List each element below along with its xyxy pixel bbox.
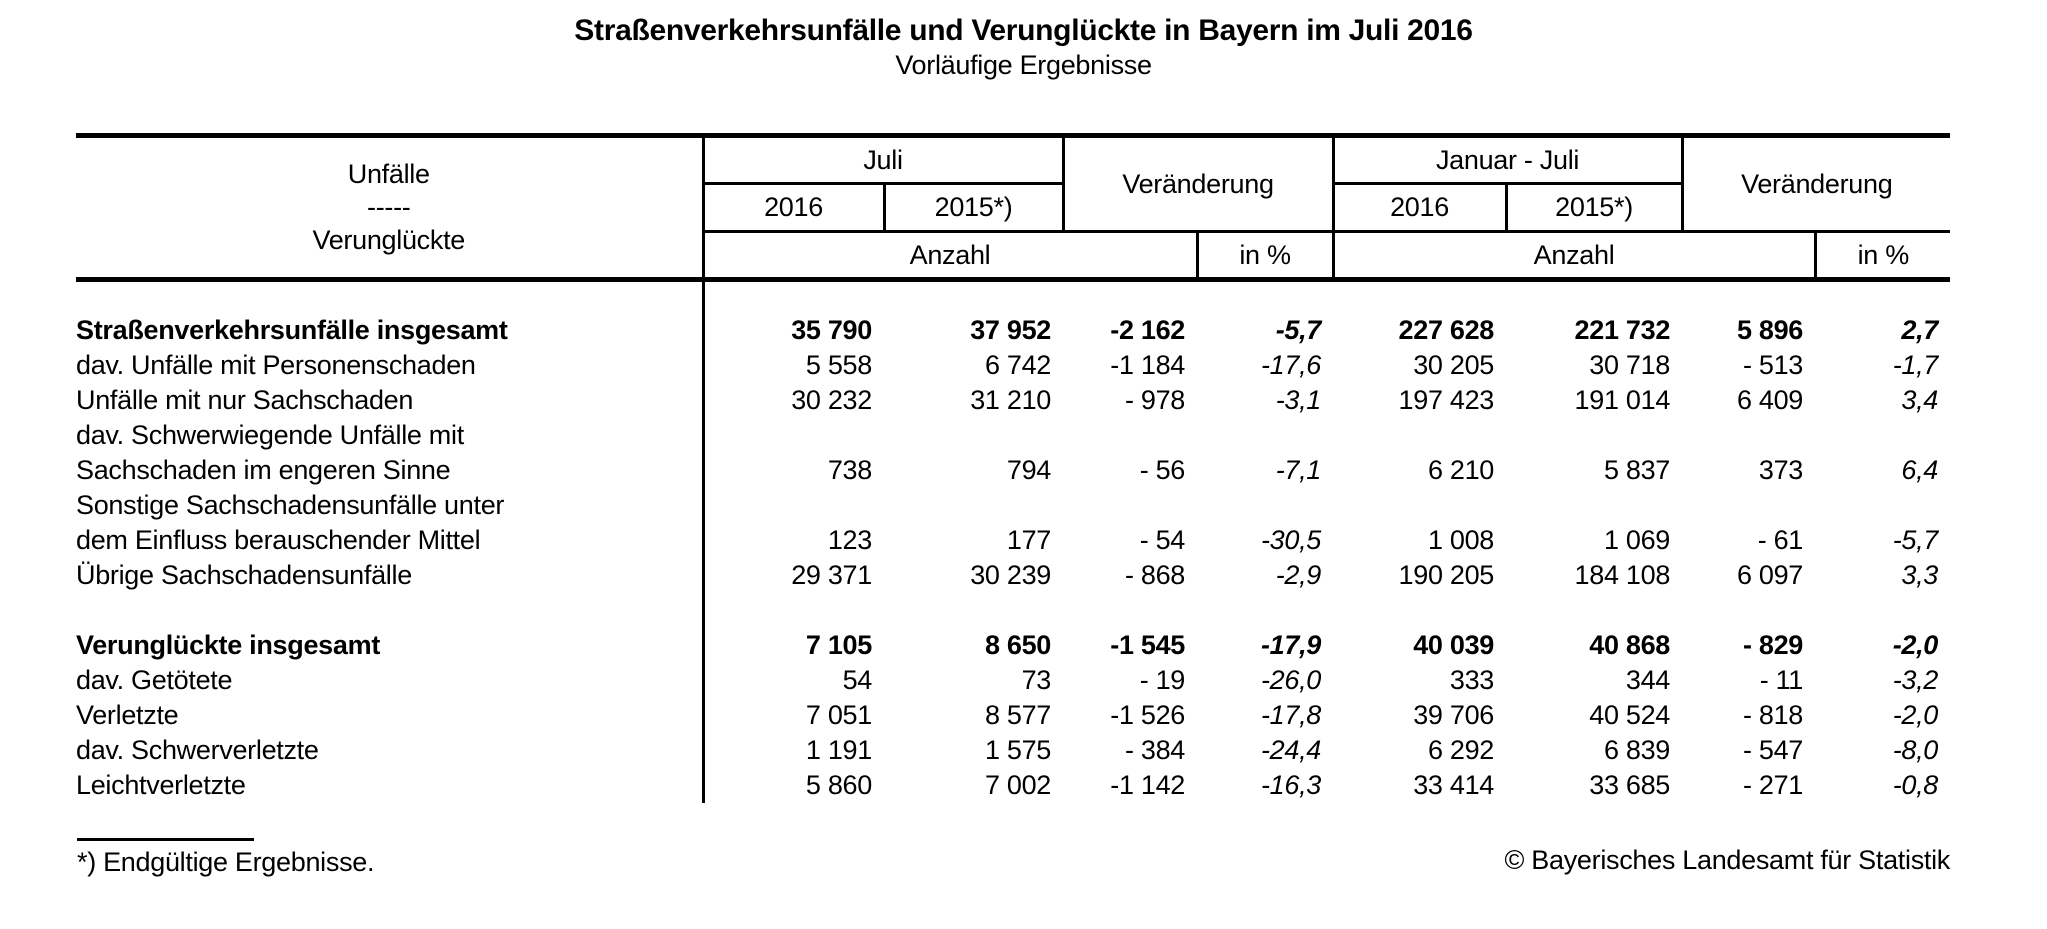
value-cell: 30 718: [1589, 349, 1671, 380]
col-header-janjuli-2015: 2015*): [1506, 184, 1682, 232]
value-cell: -3,1: [1275, 384, 1322, 415]
value-cell: 8 577: [984, 699, 1052, 730]
value-cell: 794: [1006, 454, 1052, 485]
spacer-cell: [703, 280, 1950, 313]
value-cell: - 868: [1124, 559, 1186, 590]
value-cell: 30 232: [791, 384, 872, 415]
value-cell: 191 014: [1574, 384, 1671, 415]
col-header-janjuli-2016: 2016: [1333, 184, 1506, 232]
value-cell: -5,7: [1275, 314, 1322, 345]
value-cell: 40 524: [1589, 699, 1671, 730]
value-cell: 8 650: [984, 629, 1052, 660]
value-cell: 197 423: [1398, 384, 1495, 415]
col-header-juli-2016: 2016: [703, 184, 884, 232]
row-label: Sonstige Sachschadensunfälle unter: [76, 488, 703, 523]
stub-header-line2: Verunglückte: [312, 225, 465, 255]
value-cell: - 829: [1742, 629, 1804, 660]
stub-header-line1: Unfälle: [347, 159, 430, 189]
unit-header-percent-juli: in %: [1197, 232, 1333, 280]
page-title: Straßenverkehrsunfälle und Verunglückte in Bayern im Juli 2016: [574, 14, 1473, 47]
value-cell: 1 575: [984, 734, 1052, 765]
value-cell: 3,3: [1901, 559, 1939, 590]
table-header: [76, 136, 1950, 280]
value-cell: 73: [1021, 664, 1052, 695]
value-cell: 33 685: [1589, 769, 1671, 800]
value-cell: 5 837: [1603, 454, 1671, 485]
value-cell: - 61: [1757, 524, 1804, 555]
value-cell: 40 039: [1413, 629, 1495, 660]
value-cell: [703, 418, 884, 453]
value-cell: 738: [827, 454, 872, 485]
footnote-rule: [77, 838, 254, 841]
value-cell: - 547: [1742, 734, 1804, 765]
table-row: [76, 348, 1950, 383]
table-row: [76, 523, 1950, 558]
row-label: Straßenverkehrsunfälle insgesamt: [76, 313, 703, 348]
value-cell: 5 896: [1736, 314, 1804, 345]
value-cell: 6 292: [1427, 734, 1495, 765]
col-group-change-januar-juli: Veränderung: [1682, 136, 1950, 232]
value-cell: 123: [827, 524, 872, 555]
value-cell: - 384: [1124, 734, 1186, 765]
value-cell: -5,7: [1892, 524, 1939, 555]
value-cell: 7 105: [805, 629, 872, 660]
table-row: [76, 313, 1950, 348]
col-group-change-juli: Veränderung: [1063, 136, 1333, 232]
page-subtitle: Vorläufige Ergebnisse: [895, 50, 1152, 80]
value-cell: -30,5: [1260, 524, 1322, 555]
value-cell: 6 097: [1736, 559, 1804, 590]
value-cell: 54: [842, 664, 872, 695]
value-cell: [1682, 488, 1815, 523]
table-row: [76, 558, 1950, 593]
value-cell: - 19: [1139, 664, 1186, 695]
row-label: dav. Unfälle mit Personenschaden: [76, 348, 703, 383]
value-cell: 333: [1449, 664, 1495, 695]
value-cell: -2,0: [1892, 629, 1939, 660]
stub-header-separator: -----: [367, 192, 411, 222]
statistics-table: [76, 133, 1950, 803]
row-label: Leichtverletzte: [76, 768, 703, 803]
row-label: dav. Getötete: [76, 663, 703, 698]
value-cell: [1197, 418, 1333, 453]
value-cell: 7 051: [805, 699, 872, 730]
table-row: [76, 733, 1950, 768]
value-cell: - 56: [1139, 454, 1186, 485]
spacer-row: [76, 280, 1950, 313]
value-cell: -2,0: [1892, 699, 1939, 730]
value-cell: -24,4: [1260, 734, 1322, 765]
table-row: [76, 628, 1950, 663]
footnote: *) Endgültige Ergebnisse.: [77, 847, 375, 877]
row-label: dem Einfluss berauschender Mittel: [76, 523, 703, 558]
table-row: [76, 488, 1950, 523]
value-cell: -1 142: [1110, 769, 1186, 800]
header-row-groups: [76, 136, 1950, 184]
value-cell: -1 184: [1110, 349, 1186, 380]
value-cell: [884, 488, 1063, 523]
value-cell: 344: [1625, 664, 1671, 695]
value-cell: -0,8: [1892, 769, 1939, 800]
stub-header: [76, 136, 703, 280]
value-cell: 29 371: [791, 559, 872, 590]
value-cell: -26,0: [1260, 664, 1322, 695]
value-cell: -16,3: [1260, 769, 1322, 800]
value-cell: 184 108: [1574, 559, 1671, 590]
value-cell: 2,7: [1901, 314, 1939, 345]
value-cell: [1063, 418, 1197, 453]
value-cell: - 11: [1759, 664, 1804, 695]
value-cell: [1506, 418, 1682, 453]
value-cell: 35 790: [791, 314, 872, 345]
spacer-cell: [703, 593, 1950, 628]
spacer-cell: [76, 593, 703, 628]
value-cell: 39 706: [1413, 699, 1495, 730]
copyright: © Bayerisches Landesamt für Statistik: [1504, 845, 1950, 875]
value-cell: -7,1: [1275, 454, 1322, 485]
value-cell: [1333, 488, 1506, 523]
table-row: [76, 698, 1950, 733]
table-row: [76, 383, 1950, 418]
value-cell: 6 839: [1603, 734, 1671, 765]
value-cell: 1 069: [1603, 524, 1671, 555]
value-cell: -17,6: [1260, 349, 1322, 380]
unit-header-anzahl-juli: Anzahl: [703, 232, 1197, 280]
value-cell: 30 205: [1413, 349, 1495, 380]
value-cell: 33 414: [1413, 769, 1495, 800]
table-row: [76, 768, 1950, 803]
col-header-juli-2015: 2015*): [884, 184, 1063, 232]
value-cell: -1,7: [1892, 349, 1939, 380]
value-cell: - 978: [1124, 384, 1186, 415]
value-cell: 1 008: [1427, 524, 1495, 555]
value-cell: 40 868: [1589, 629, 1671, 660]
unit-header-anzahl-janjuli: Anzahl: [1333, 232, 1815, 280]
col-group-januar-juli: Januar - Juli: [1333, 136, 1682, 184]
value-cell: - 271: [1742, 769, 1804, 800]
value-cell: - 818: [1742, 699, 1804, 730]
value-cell: 6,4: [1901, 454, 1939, 485]
table-body: [76, 280, 1950, 803]
value-cell: 31 210: [970, 384, 1052, 415]
row-label: dav. Schwerverletzte: [76, 733, 703, 768]
value-cell: 190 205: [1398, 559, 1495, 590]
row-label: Verletzte: [76, 698, 703, 733]
value-cell: -17,9: [1260, 629, 1322, 660]
table-row: [76, 663, 1950, 698]
value-cell: [1333, 418, 1506, 453]
value-cell: 6 409: [1736, 384, 1804, 415]
value-cell: 221 732: [1574, 314, 1671, 345]
value-cell: -3,2: [1892, 664, 1939, 695]
value-cell: [1506, 488, 1682, 523]
value-cell: 6 742: [984, 349, 1052, 380]
value-cell: [1063, 488, 1197, 523]
value-cell: 227 628: [1398, 314, 1495, 345]
spacer-cell: [76, 280, 703, 313]
value-cell: [1815, 418, 1950, 453]
table-row: [76, 453, 1950, 488]
row-label: Verunglückte insgesamt: [76, 628, 703, 663]
spacer-row: [76, 593, 1950, 628]
value-cell: -8,0: [1892, 734, 1939, 765]
row-label: Übrige Sachschadensunfälle: [76, 558, 703, 593]
value-cell: 1 191: [805, 734, 872, 765]
row-label: Sachschaden im engeren Sinne: [76, 453, 703, 488]
value-cell: 373: [1758, 454, 1804, 485]
value-cell: 177: [1006, 524, 1052, 555]
value-cell: [1815, 488, 1950, 523]
value-cell: [1197, 488, 1333, 523]
value-cell: 3,4: [1901, 384, 1939, 415]
row-label: dav. Schwerwiegende Unfälle mit: [76, 418, 703, 453]
row-label: Unfälle mit nur Sachschaden: [76, 383, 703, 418]
value-cell: [884, 418, 1063, 453]
value-cell: 6 210: [1427, 454, 1495, 485]
value-cell: [1682, 418, 1815, 453]
value-cell: - 54: [1139, 524, 1186, 555]
value-cell: -2,9: [1275, 559, 1322, 590]
value-cell: -17,8: [1260, 699, 1322, 730]
value-cell: - 513: [1742, 349, 1804, 380]
unit-header-percent-janjuli: in %: [1815, 232, 1950, 280]
value-cell: 30 239: [970, 559, 1052, 590]
col-group-juli: Juli: [703, 136, 1063, 184]
value-cell: 5 860: [805, 769, 872, 800]
value-cell: -1 526: [1110, 699, 1186, 730]
value-cell: 37 952: [970, 314, 1052, 345]
value-cell: -2 162: [1110, 314, 1186, 345]
value-cell: 5 558: [805, 349, 872, 380]
table-row: [76, 418, 1950, 453]
value-cell: [703, 488, 884, 523]
value-cell: 7 002: [984, 769, 1052, 800]
value-cell: -1 545: [1110, 629, 1186, 660]
